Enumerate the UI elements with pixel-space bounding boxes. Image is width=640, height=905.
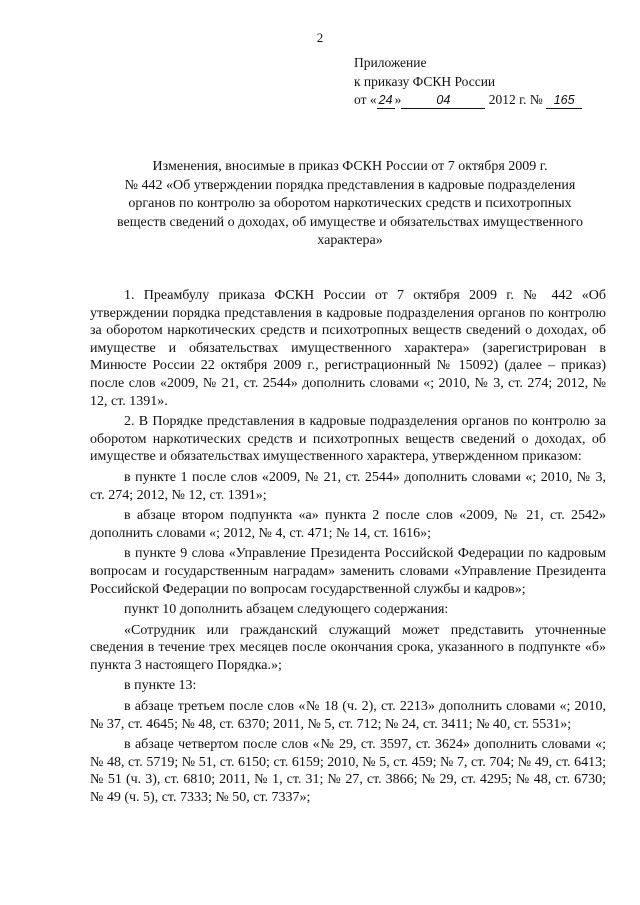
annex-title: Приложение	[354, 55, 427, 70]
annex-order-ref: к приказу ФСКН России	[354, 73, 496, 89]
annex-day: 24	[377, 93, 395, 109]
title-line: Изменения, вносимые в приказ ФСКН России от 7 октября 2009 г.	[152, 159, 548, 174]
annex-month: 04	[401, 93, 485, 109]
title-line: № 442 «Об утверждении порядка представления в кадровые подразделения	[124, 177, 576, 193]
annex-number: 165	[546, 93, 582, 109]
paragraph-3: в пункте 1 после слов «2009, № 21, ст. 2544» дополнить словами «; 2010, № 3, ст. 274; 2012, № 12, ст. 1391»;	[90, 469, 606, 503]
paragraph-6: пункт 10 дополнить абзацем следующего содержания:	[124, 602, 449, 618]
paragraph-8: в пункте 13:	[124, 678, 197, 694]
annex-header	[354, 54, 582, 110]
paragraph-2: 2. В Порядке представления в кадровые подразделения органов по контролю за оборотом наркотических средств и психотропных веществ сведений о доходах, об имуществе и обязательствах имущественного характера, утвержденном приказом:	[90, 414, 606, 465]
paragraph-9: в абзаце третьем после слов «№ 18 (ч. 2), ст. 2213» дополнить словами «; 2010, № 37, ст. 4645; № 48, ст. 6370; 2011, № 5, ст. 712; № 24, ст. 3411; № 40, ст. 5531»;	[90, 699, 606, 732]
document-body	[90, 287, 606, 807]
page-number: 2	[316, 30, 324, 45]
paragraph-5: в пункте 9 слова «Управление Президента Российской Федерации по кадровым вопросам и государственным наградам» заменить словами «Управление Президента Российской Федерации по вопросам государственной службы и кадров»;	[90, 546, 606, 597]
document-title	[100, 158, 600, 251]
title-line: характера»	[317, 233, 383, 248]
paragraph-7: «Сотрудник или гражданский служащий может представить уточненные сведения в течение трех месяцев после окончания срока, указанного в подпункте «б» пункта 3 настоящего Порядка.»;	[90, 622, 606, 673]
paragraph-10: в абзаце четвертом после слов «№ 29, ст. 3597, ст. 3624» дополнить словами «; № 48, ст. 5719; № 51, ст. 6150; ст. 6159; 2010, № 5, ст. 459; № 7, ст. 704; № 49, ст. 6413; № 51 (ч. 3), ст. 6810; 2011, № 1, ст. 31; № 27, ст. 3866; № 29, ст. 4295; № 48, ст. 6730; № 49 (ч. 5), ст. 7333; № 50, ст. 7337»;	[90, 737, 606, 806]
annex-date-line	[354, 91, 582, 110]
annex-day-close: »	[394, 92, 402, 107]
paragraph-4: в абзаце втором подпункта «а» пункта 2 после слов «2009, № 21, ст. 2542» дополнить словами «; 2012, № 4, ст. 471; № 14, ст. 1616»;	[90, 508, 606, 541]
title-line: веществ сведений о доходах, об имуществе и обязательствах имущественного	[116, 214, 584, 230]
title-line: органов по контролю за оборотом наркотических средств и психотропных	[128, 196, 572, 211]
annex-from: от «	[354, 92, 377, 107]
annex-year: 2012 г. №	[488, 92, 543, 107]
paragraph-1: 1. Преамбулу приказа ФСКН России от 7 октября 2009 г. № 442 «Об утверждении порядка представления в кадровые подразделения органов по контролю за оборотом наркотических средств и психотропных веществ сведений о доходах, об имуществе и обязательствах имущественного характера» (зарегистрирован в Минюсте России 22 октября 2009 г., регистрационный № 15092) (далее – приказ) после слов «2009, № 21, ст. 2544» дополнить словами «; 2010, № 3, ст. 274; 2012, № 12, ст. 1391».	[90, 288, 606, 409]
